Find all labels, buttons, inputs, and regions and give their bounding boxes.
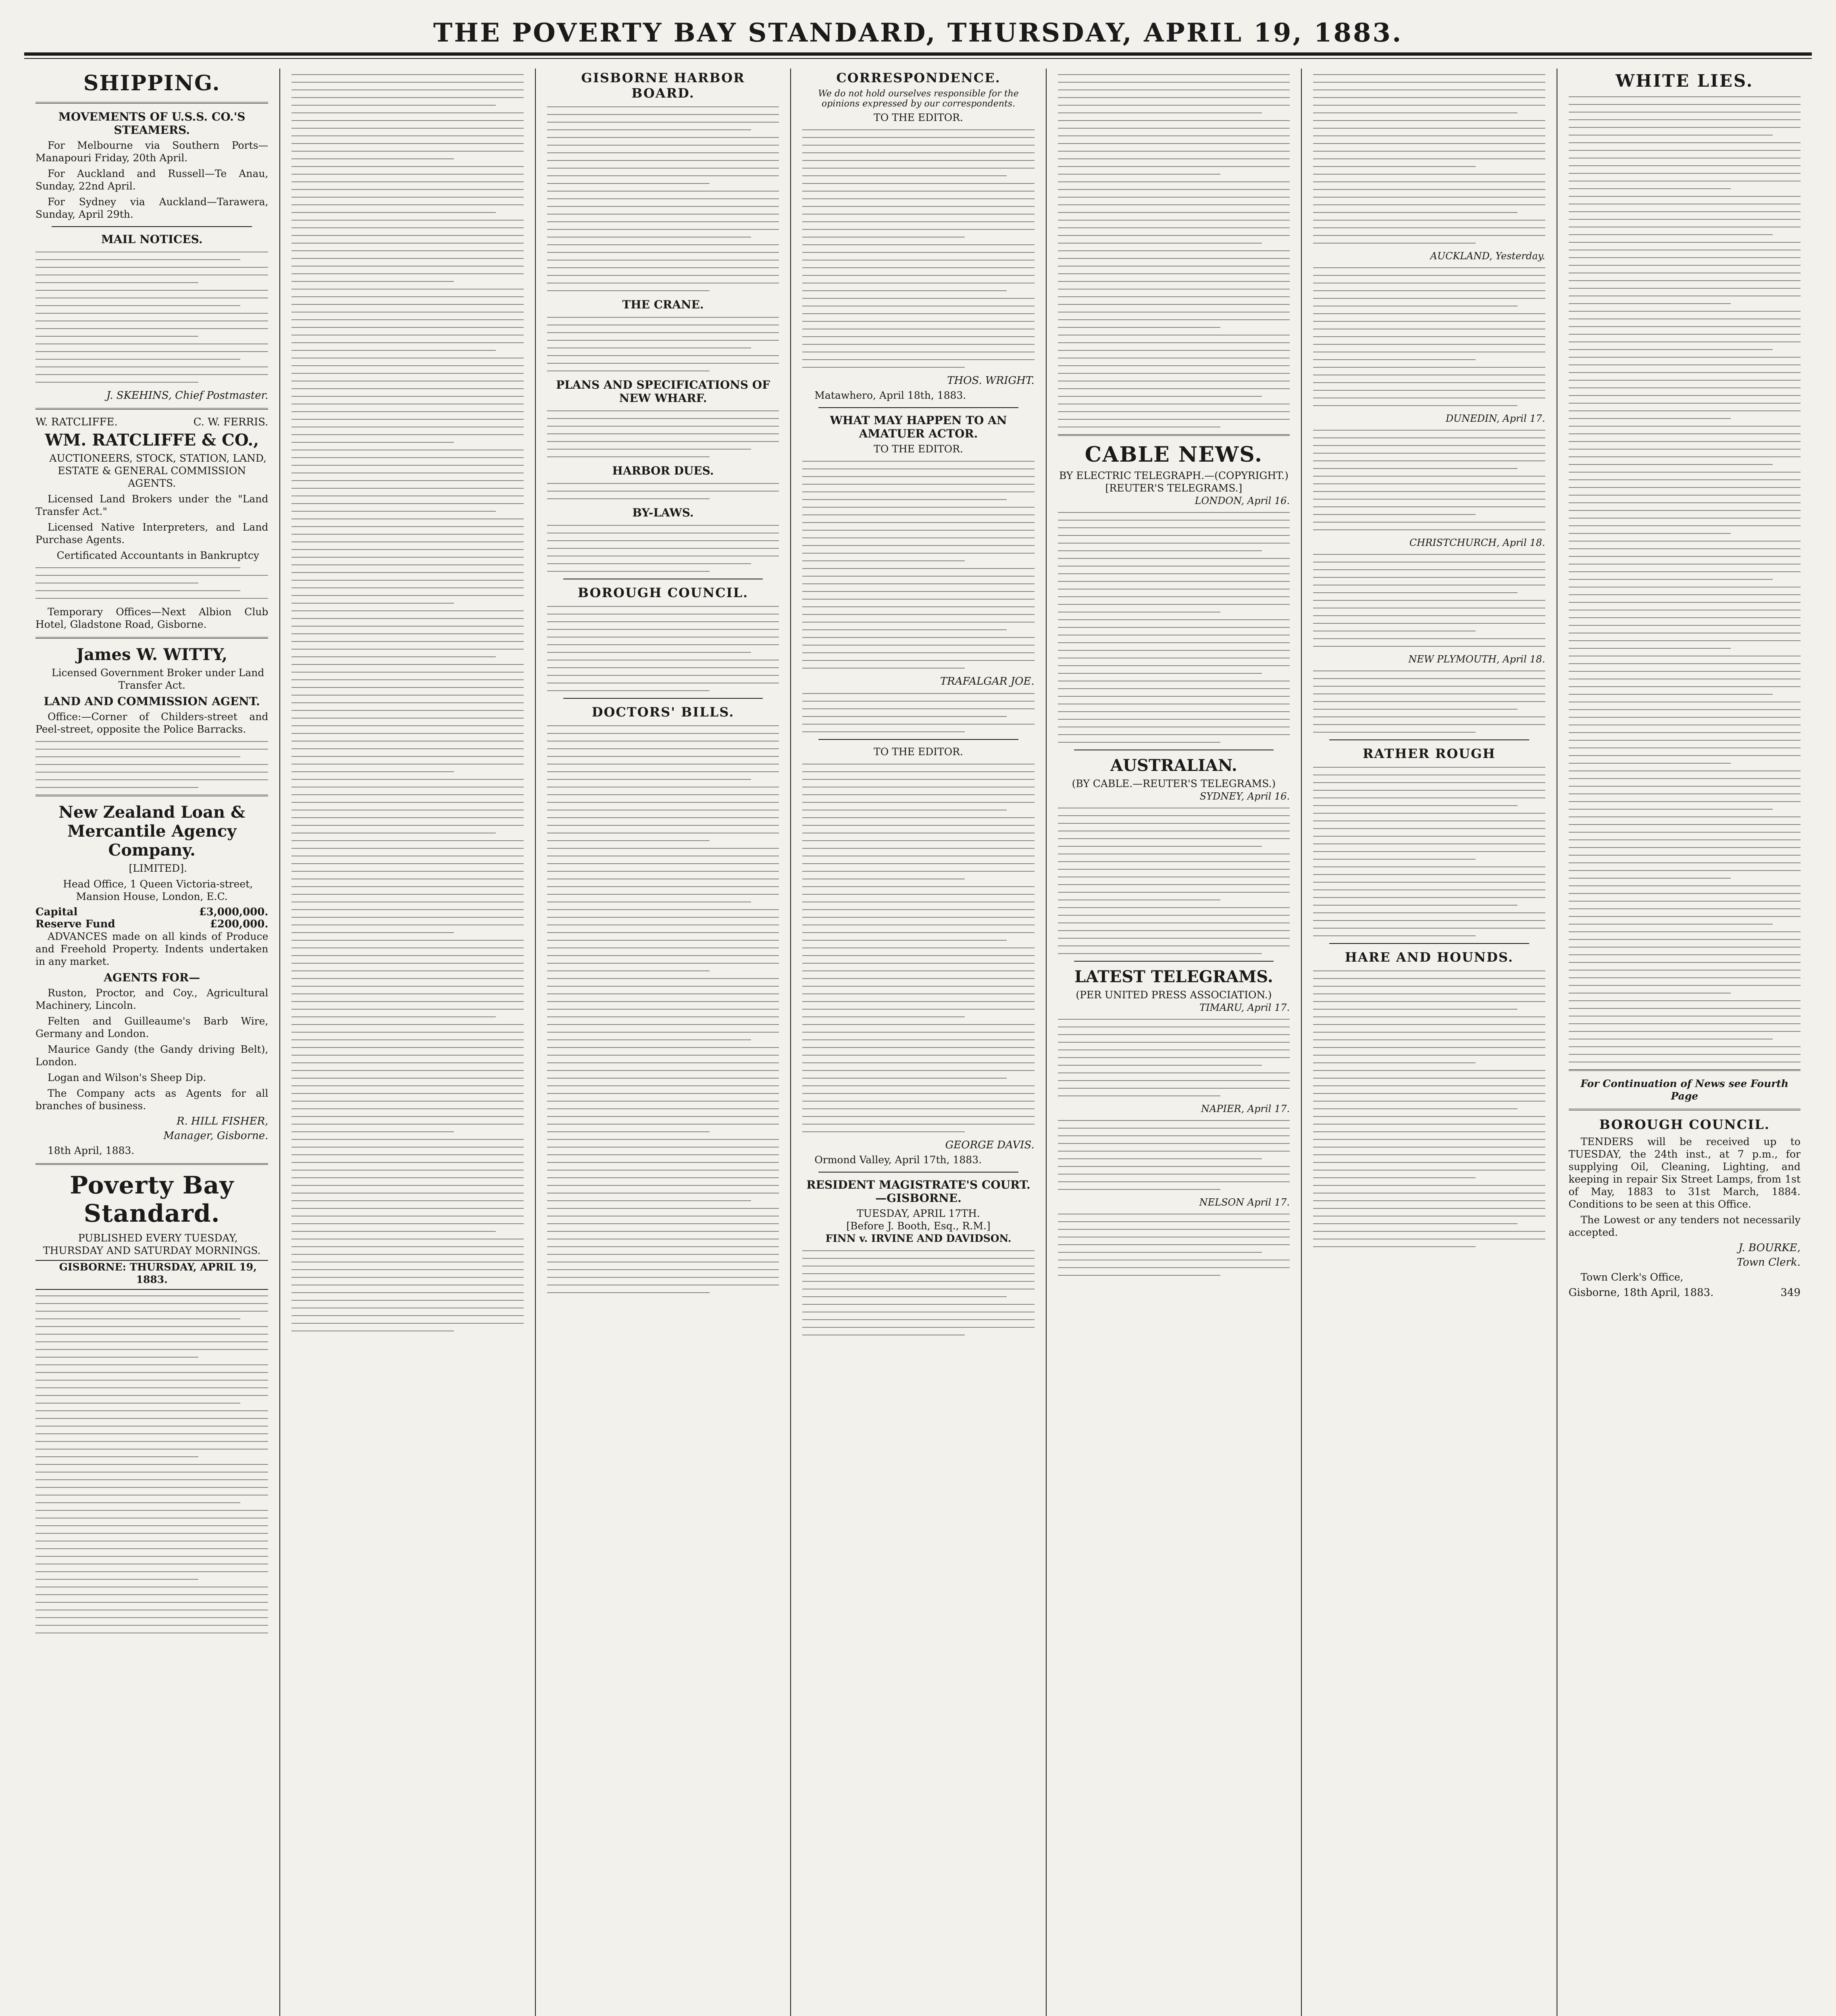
christchurch-body bbox=[1313, 554, 1545, 647]
ratcliffe-offices: Temporary Offices—Next Albion Club Hotel, Gladstone Road, Gisborne. bbox=[35, 606, 269, 630]
timaru-dateline: TIMARU, April 17. bbox=[1199, 1002, 1290, 1013]
rm-court-body bbox=[802, 1250, 1034, 1335]
movements-title: MOVEMENTS OF U.S.S. CO.'S STEAMERS. bbox=[58, 110, 246, 137]
columns bbox=[24, 69, 1812, 2016]
ratcliffe-line: Licensed Native Interpreters, and Land Purchase Agents. bbox=[35, 521, 269, 546]
continuation-note: For Continuation of News see Fourth Page bbox=[1580, 1078, 1789, 1102]
wright-date: Matawhero, April 18th, 1883. bbox=[814, 389, 966, 401]
new-plymouth-dateline: NEW PLYMOUTH, April 18. bbox=[1408, 654, 1545, 665]
auckland-body bbox=[1313, 267, 1545, 406]
correspondence-note: We do not hold ourselves responsible for the opinions expressed by our correspondents. bbox=[818, 89, 1019, 109]
white-lies-title: WHITE LIES. bbox=[1615, 71, 1754, 91]
agents-note: The Company acts as Agents for all branches of business. bbox=[35, 1087, 269, 1112]
correspondence-title: CORRESPONDENCE. bbox=[836, 70, 1001, 85]
crane-body bbox=[547, 317, 779, 371]
movement-line: For Auckland and Russell—Te Anau, Sunday, 22nd April. bbox=[35, 168, 269, 192]
fisher-title: Manager, Gisborne. bbox=[163, 1130, 269, 1142]
witty-office: Office:—Corner of Childers-street and Peel-street, opposite the Police Barracks. bbox=[35, 711, 269, 735]
doctors-bills-body bbox=[547, 725, 779, 1293]
column-5 bbox=[1046, 69, 1301, 2016]
witty-title: James W. WITTY, bbox=[76, 645, 228, 664]
cable-news-title: CABLE NEWS. bbox=[1085, 442, 1263, 467]
editors-note bbox=[802, 693, 1034, 732]
wright-letter-body bbox=[802, 129, 1034, 368]
agents-title: AGENTS FOR— bbox=[104, 971, 200, 984]
column-2 bbox=[279, 69, 535, 2016]
masthead-rule-thin bbox=[24, 58, 1812, 59]
agent-line: Felten and Guilleaume's Barb Wire, Germany and London. bbox=[35, 1015, 269, 1039]
reserve-value: £200,000. bbox=[210, 918, 269, 930]
shipping-title: SHIPPING. bbox=[83, 71, 221, 96]
to-the-editor-2: TO THE EDITOR. bbox=[874, 443, 963, 455]
christchurch-dateline: CHRISTCHURCH, April 18. bbox=[1409, 537, 1545, 548]
nz-loan-limited: [LIMITED]. bbox=[129, 862, 187, 874]
trafalgar-signature: TRAFALGAR JOE. bbox=[940, 675, 1035, 687]
borough-council-ad-title: BOROUGH COUNCIL. bbox=[1599, 1117, 1770, 1132]
rm-court-case: FINN v. IRVINE AND DAVIDSON. bbox=[825, 1233, 1012, 1244]
movement-line: For Melbourne via Southern Ports—Manapouri Friday, 20th April. bbox=[35, 140, 269, 164]
advances-text: ADVANCES made on all kinds of Produce and Freehold Property. Indents undertaken in any market. bbox=[35, 931, 269, 967]
dues-title: HARBOR DUES. bbox=[612, 464, 714, 477]
agent-line: Maurice Gandy (the Gandy driving Belt), London. bbox=[35, 1043, 269, 1068]
witty-body bbox=[35, 741, 268, 788]
dunedin-dateline: DUNEDIN, April 17. bbox=[1445, 413, 1545, 424]
sydney-dateline: SYDNEY, April 16. bbox=[1199, 791, 1290, 802]
latest-telegrams-sub: (PER UNITED PRESS ASSOCIATION.) bbox=[1076, 989, 1272, 1001]
capital-value: £3,000,000. bbox=[199, 906, 269, 918]
published-line: PUBLISHED EVERY TUESDAY, THURSDAY AND SATURDAY MORNINGS. bbox=[43, 1232, 261, 1256]
new-plymouth-body bbox=[1313, 671, 1545, 733]
column-6 bbox=[1301, 69, 1556, 2016]
paper-nameplate: Poverty Bay Standard. bbox=[70, 1171, 234, 1228]
movement-line: For Sydney via Auckland—Tarawera, Sunday, April 29th. bbox=[35, 196, 269, 220]
cable-news-sub: BY ELECTRIC TELEGRAPH.—(COPYRIGHT.) bbox=[1059, 470, 1289, 481]
masthead-title: THE POVERTY BAY STANDARD, THURSDAY, APRIL 19, 1883. bbox=[433, 18, 1403, 48]
harbour-board-title: GISBORNE HARBOR BOARD. bbox=[581, 70, 745, 101]
agent-line: Logan and Wilson's Sheep Dip. bbox=[48, 1072, 206, 1083]
amatuer-actor-body bbox=[802, 461, 1034, 669]
napier-dateline: NAPIER, April 17. bbox=[1201, 1103, 1290, 1114]
nelson-dateline: NELSON April 17. bbox=[1199, 1197, 1290, 1208]
clerk-date-row bbox=[1569, 1287, 1801, 1299]
london-dateline: LONDON, April 16. bbox=[1195, 495, 1290, 506]
rather-rough-body bbox=[1313, 767, 1545, 936]
clerk-name: J. BOURKE, bbox=[1738, 1242, 1801, 1254]
agent-line: Ruston, Proctor, and Coy., Agricultural Machinery, Lincoln. bbox=[35, 987, 269, 1011]
clerk-title: Town Clerk. bbox=[1736, 1256, 1801, 1268]
bylaws-title: BY-LAWS. bbox=[632, 506, 694, 519]
ratcliffe-partner-right: C. W. FERRIS. bbox=[193, 416, 269, 428]
clerk-date: Gisborne, 18th April, 1883. bbox=[1568, 1287, 1714, 1299]
nz-loan-title: New Zealand Loan & Mercantile Agency Company. bbox=[58, 803, 246, 860]
latest-telegrams-title: LATEST TELEGRAMS. bbox=[1074, 967, 1273, 986]
fisher-name: R. HILL FISHER, bbox=[176, 1115, 269, 1127]
ratcliffe-agents-body bbox=[35, 567, 268, 599]
nz-loan-office: Head Office, 1 Queen Victoria-street, Mansion House, London, E.C. bbox=[63, 878, 253, 902]
ratcliffe-title: WM. RATCLIFFE & CO., bbox=[45, 431, 259, 450]
capital-label: Capital bbox=[35, 906, 78, 918]
hare-hounds-body bbox=[1313, 971, 1545, 1247]
editorial-continued bbox=[291, 74, 523, 1331]
nelson-body bbox=[1058, 1214, 1290, 1276]
masthead-rule bbox=[24, 52, 1812, 56]
dunedin-body bbox=[1313, 430, 1545, 530]
dues-body bbox=[547, 483, 779, 499]
column-3 bbox=[535, 69, 790, 2016]
witty-agency: LAND AND COMMISSION AGENT. bbox=[44, 695, 260, 708]
ratcliffe-line: Licensed Land Brokers under the "Land Transfer Act." bbox=[35, 493, 269, 517]
davis-signature: GEORGE DAVIS. bbox=[945, 1139, 1035, 1151]
ratcliffe-partner-left: W. RATCLIFFE. bbox=[35, 416, 118, 428]
australian-title: AUSTRALIAN. bbox=[1110, 756, 1237, 775]
napier-body bbox=[1058, 1120, 1290, 1190]
rm-court-continued bbox=[1058, 74, 1290, 427]
hare-hounds-title: HARE AND HOUNDS. bbox=[1345, 950, 1513, 965]
fisher-date: 18th April, 1883. bbox=[48, 1145, 135, 1156]
dateline: GISBORNE: THURSDAY, APRIL 19, 1883. bbox=[59, 1261, 257, 1285]
sydney-body bbox=[1058, 808, 1290, 954]
mail-signature: J. SKEHINS, Chief Postmaster. bbox=[106, 389, 269, 402]
wright-signature: THOS. WRIGHT. bbox=[947, 375, 1035, 387]
australian-sub: (BY CABLE.—REUTER'S TELEGRAMS.) bbox=[1072, 778, 1276, 789]
cable-news-sub2: [REUTER'S TELEGRAMS.] bbox=[1105, 482, 1243, 494]
mail-notices-body bbox=[35, 252, 268, 383]
reserve-label: Reserve Fund bbox=[35, 918, 115, 930]
nelson-continued bbox=[1313, 74, 1545, 244]
reserve-row bbox=[35, 918, 268, 930]
wharf-title: PLANS AND SPECIFICATIONS OF NEW WHARF. bbox=[556, 378, 770, 405]
to-the-editor-3: TO THE EDITOR. bbox=[874, 746, 963, 758]
editorial-body bbox=[35, 1295, 268, 1633]
wharf-body bbox=[547, 410, 779, 457]
white-lies-body bbox=[1569, 96, 1801, 1062]
doctors-bills-title: DOCTORS' BILLS. bbox=[591, 704, 735, 720]
harbour-board-body bbox=[547, 106, 779, 291]
davis-place: Ormond Valley, April 17th, 1883. bbox=[814, 1154, 982, 1166]
borough-council-title: BOROUGH COUNCIL. bbox=[577, 585, 749, 600]
amatuer-actor-title: WHAT MAY HAPPEN TO AN AMATUER ACTOR. bbox=[830, 414, 1007, 440]
column-1 bbox=[24, 69, 279, 2016]
crane-title: THE CRANE. bbox=[622, 298, 704, 311]
auckland-dateline: AUCKLAND, Yesterday. bbox=[1430, 250, 1545, 262]
rm-court-title: RESIDENT MAGISTRATE'S COURT.—GISBORNE. bbox=[806, 1178, 1030, 1205]
column-4 bbox=[790, 69, 1045, 2016]
london-body bbox=[1058, 512, 1290, 743]
davis-letter-body bbox=[802, 764, 1034, 1132]
timaru-body bbox=[1058, 1019, 1290, 1096]
ratcliffe-header bbox=[35, 416, 268, 428]
tenders-text: TENDERS will be received up to TUESDAY, the 24th inst., at 7 p.m., for supplying Oil, Cleaning, Lighting, and keeping in repair Six Street Lamps, from 1st of May, 1883 to 31st March, 1884. Conditions to be seen at this Office. bbox=[1568, 1136, 1801, 1210]
to-the-editor: TO THE EDITOR. bbox=[874, 112, 963, 123]
mail-notices-title: MAIL NOTICES. bbox=[101, 233, 203, 246]
rm-court-before: [Before J. Booth, Esq., R.M.] bbox=[846, 1220, 991, 1232]
ad-number: 349 bbox=[1780, 1287, 1801, 1299]
ratcliffe-line: AUCTIONEERS, STOCK, STATION, LAND, ESTATE & GENERAL COMMISSION AGENTS. bbox=[49, 452, 266, 489]
rather-rough-title: RATHER ROUGH bbox=[1362, 746, 1496, 761]
ratcliffe-line: Certificated Accountants in Bankruptcy bbox=[56, 550, 259, 561]
rm-court-date: TUESDAY, APRIL 17TH. bbox=[857, 1208, 980, 1219]
capital-row bbox=[35, 906, 268, 918]
bylaws-body bbox=[547, 525, 779, 572]
column-7 bbox=[1557, 69, 1812, 2016]
borough-council-body bbox=[547, 606, 779, 691]
clerk-office: Town Clerk's Office, bbox=[1580, 1271, 1684, 1283]
tenders-note: The Lowest or any tenders not necessarily accepted. bbox=[1568, 1214, 1801, 1238]
witty-sub: Licensed Government Broker under Land Transfer Act. bbox=[52, 667, 264, 691]
